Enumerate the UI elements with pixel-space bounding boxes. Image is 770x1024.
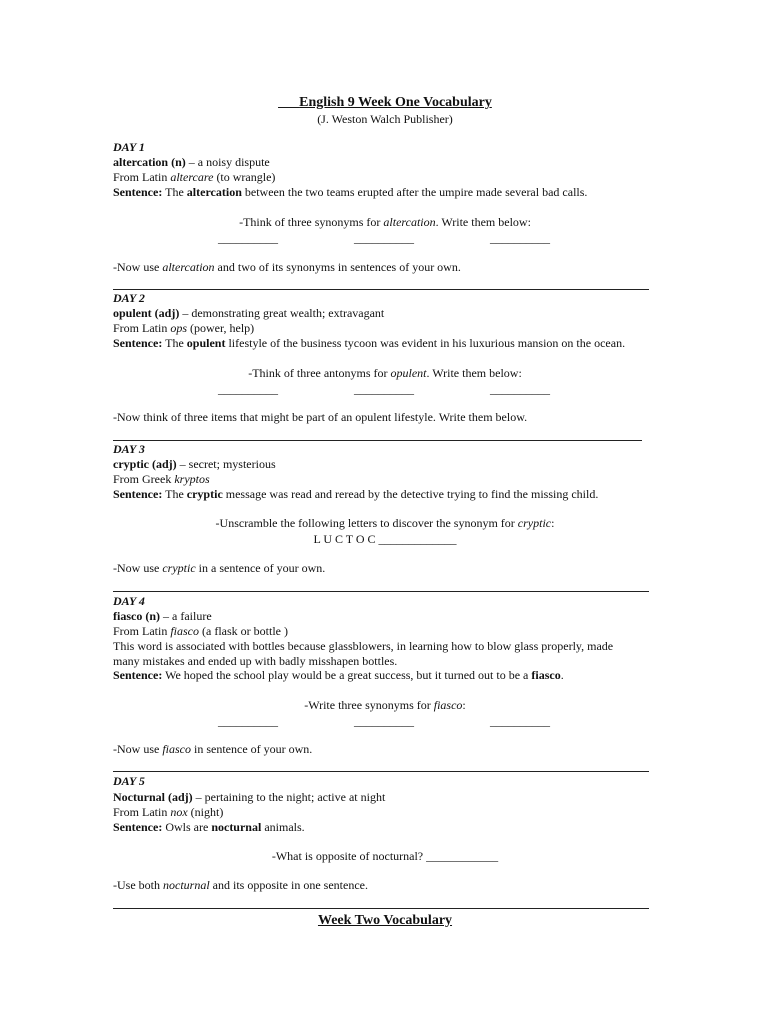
day1-sentence-post: between the two teams erupted after the umpire made several bad calls. [241,185,588,199]
day2-task-post: . Write them below: [426,366,522,380]
day1-definition: – a noisy dispute [185,155,270,169]
day5-origin-suffix: (night) [187,805,224,819]
day4-task-word: fiasco [433,698,463,712]
day5-followup-pre: -Use both [113,878,163,892]
day2-task-pre: -Think of three antonyms for [248,366,391,380]
day3-origin-word: kryptos [174,472,210,486]
day4-answer-line[interactable] [113,771,649,772]
day3-task [0,516,770,531]
day1-sentence-word: altercation [186,185,242,199]
day5-followup-post: and its opposite in one sentence. [209,878,368,892]
day3-followup-word: cryptic [162,561,196,575]
day3-sentence-pre: The [162,487,187,501]
day3-sentence [113,487,598,502]
day4-definition: – a failure [160,609,212,623]
day4-blank-2[interactable]: __________ [354,714,414,728]
day5-sentence-post: animals. [261,820,305,834]
day1-task-post: . Write them below: [435,215,531,229]
day5-label: DAY 5 [113,774,145,788]
day3-task-pre: -Unscramble the following letters to discover the synonym for [215,516,518,530]
day4-followup [113,742,312,757]
day5-followup-word: nocturnal [163,878,210,892]
day2-blank-3[interactable]: __________ [490,382,550,396]
day1-followup [113,260,461,275]
day2-word: opulent (adj) [113,306,180,320]
day4-blank-1[interactable]: __________ [218,714,278,728]
day4-task-pre: -Write three synonyms for [304,698,434,712]
day5-sentence [113,820,305,835]
day2-answer-line[interactable] [113,440,642,441]
sentence-label: Sentence: [113,487,163,501]
day1-task-word: altercation [383,215,436,229]
day1-blank-1[interactable]: __________ [218,231,278,245]
day4-note-line-2: many mistakes and ended up with badly misshapen bottles. [113,654,398,668]
week-two-title: Week Two Vocabulary [317,913,453,928]
day1-origin-suffix: (to wrangle) [213,170,276,184]
day2-origin [113,321,254,336]
day5-answer-line[interactable] [113,908,649,909]
day4-origin-word: fiasco [170,624,199,638]
day1-sentence [113,185,587,200]
day2-origin-suffix: (power, help) [187,321,255,335]
day4-origin [113,624,288,639]
day3-origin-prefix: From Greek [113,472,175,486]
day2-sentence-pre: The [162,336,187,350]
day4-origin-suffix: (a flask or bottle ) [199,624,288,638]
day4-origin-prefix: From Latin [113,624,171,638]
day4-label: DAY 4 [113,594,145,608]
sentence-label: Sentence: [113,820,163,834]
day4-sentence-post: . [560,668,564,682]
publisher-line: (J. Weston Walch Publisher) [317,112,453,126]
day2-blank-2[interactable]: __________ [354,382,414,396]
day1-origin-prefix: From Latin [113,170,171,184]
day2-definition: – demonstrating great wealth; extravagant [179,306,385,320]
title-prefix-underline: ___ [278,95,300,110]
day1-sentence-pre: The [162,185,187,199]
day5-sentence-word: nocturnal [211,820,262,834]
day2-origin-word: ops [170,321,187,335]
day4-followup-pre: -Now use [113,742,163,756]
day3-followup [113,561,325,576]
day1-origin-word: altercare [170,170,214,184]
day1-task [0,215,770,230]
day1-origin [113,170,275,185]
day5-word: Nocturnal (adj) [113,790,193,804]
day5-followup [113,878,368,893]
day1-blank-3[interactable]: __________ [490,231,550,245]
day3-scramble[interactable]: L U C T O C _____________ [313,532,457,546]
day5-task[interactable]: -What is opposite of nocturnal? ____________ [271,849,499,863]
sentence-label: Sentence: [113,668,163,682]
day2-task-word: opulent [390,366,427,380]
day4-task-post: : [462,698,466,712]
day4-note-line-1: This word is associated with bottles because glassblowers, in learning how to blow glass properly, made [113,639,614,653]
day2-sentence-post: lifestyle of the business tycoon was evident in his luxurious mansion on the ocean. [225,336,626,350]
title-text: English 9 Week One Vocabulary [299,95,492,110]
day2-word-line [113,306,384,321]
day4-word: fiasco (n) [113,609,160,623]
day2-sentence [113,336,625,351]
day3-word-line [113,457,276,472]
day5-origin-word: nox [170,805,188,819]
day1-answer-line[interactable] [113,289,649,290]
day1-followup-word: altercation [162,260,215,274]
day3-label: DAY 3 [113,442,145,456]
page-title [0,94,770,111]
day1-blank-2[interactable]: __________ [354,231,414,245]
day3-task-word: cryptic [517,516,552,530]
day5-sentence-pre: Owls are [162,820,212,834]
day3-followup-pre: -Now use [113,561,163,575]
day2-label: DAY 2 [113,291,145,305]
day4-followup-word: fiasco [162,742,191,756]
day1-word: altercation (n) [113,155,186,169]
day2-task [0,366,770,381]
day2-sentence-word: opulent [186,336,226,350]
day2-followup: -Now think of three items that might be part of an opulent lifestyle. Write them below. [113,410,528,424]
day4-blank-3[interactable]: __________ [490,714,550,728]
day5-definition: – pertaining to the night; active at night [192,790,386,804]
day3-task-post: : [551,516,555,530]
day3-sentence-post: message was read and reread by the detective trying to find the missing child. [222,487,599,501]
day3-followup-post: in a sentence of your own. [195,561,326,575]
day4-task [0,698,770,713]
day1-followup-pre: -Now use [113,260,163,274]
day5-word-line [113,790,385,805]
day1-task-pre: -Think of three synonyms for [239,215,384,229]
day5-origin [113,805,223,820]
day2-blank-1[interactable]: __________ [218,382,278,396]
day3-definition: – secret; mysterious [176,457,276,471]
sentence-label: Sentence: [113,185,163,199]
day3-origin [113,472,210,487]
day2-origin-prefix: From Latin [113,321,171,335]
day1-word-line [113,155,270,170]
day4-sentence [113,668,564,683]
day3-answer-line[interactable] [113,591,649,592]
day4-sentence-word: fiasco [531,668,561,682]
day5-origin-prefix: From Latin [113,805,171,819]
day4-followup-post: in sentence of your own. [191,742,313,756]
day4-word-line [113,609,212,624]
day1-followup-post: and two of its synonyms in sentences of your own. [214,260,461,274]
day3-word: cryptic (adj) [113,457,177,471]
day3-sentence-word: cryptic [186,487,223,501]
day4-sentence-pre: We hoped the school play would be a great success, but it turned out to be a [162,668,532,682]
day1-label: DAY 1 [113,140,145,154]
sentence-label: Sentence: [113,336,163,350]
